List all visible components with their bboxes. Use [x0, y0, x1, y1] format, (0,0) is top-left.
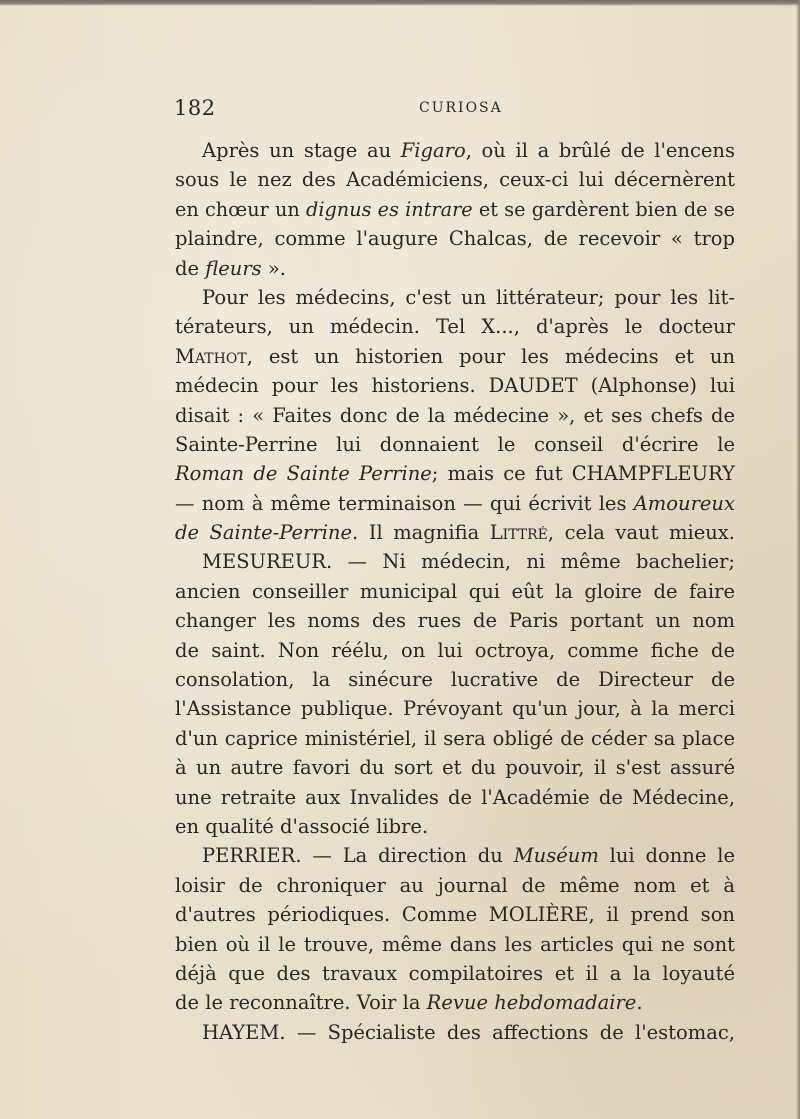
text-line: ancien conseiller municipal qui eût la gloire de faire: [175, 579, 735, 603]
text-line: médecin pour les historiens. DAUDET (Alphonse) lui: [175, 374, 735, 398]
text-line: MESUREUR. — Ni médecin, ni même bachelier;: [202, 550, 735, 574]
text-line: Pour les médecins, c'est un littérateur; pour les lit-: [202, 285, 735, 309]
page-number: 182: [174, 96, 216, 120]
text-line: disait : « Faites donc de la médecine », et ses chefs de: [175, 403, 735, 427]
text-line: de Sainte-Perrine. Il magnifia Littré, cela vaut mieux.: [175, 521, 735, 545]
text-line: d'autres périodiques. Comme MOLIÈRE, il prend son: [175, 903, 735, 927]
body-text: [175, 136, 735, 1047]
text-line: loisir de chroniquer au journal de même nom et à: [175, 873, 735, 897]
text-line: déjà que des travaux compilatoires et il a la loyauté: [175, 961, 735, 985]
text-line: d'un caprice ministériel, il sera obligé de céder sa place: [175, 726, 735, 750]
page-top-edge: [0, 0, 800, 6]
text-line: Sainte-Perrine lui donnaient le conseil d'écrire le: [175, 432, 735, 456]
text-line: une retraite aux Invalides de l'Académie de Médecine,: [175, 785, 735, 809]
text-line: Roman de Sainte Perrine; mais ce fut CHAMPFLEURY: [175, 462, 735, 486]
text-line: de fleurs ».: [175, 256, 286, 280]
text-line: à un autre favori du sort et du pouvoir, il s'est assuré: [175, 756, 735, 780]
text-line: en chœur un dignus es intrare et se gardèrent bien de se: [175, 197, 735, 221]
text-line: en qualité d'associé libre.: [175, 814, 429, 838]
text-line: consolation, la sinécure lucrative de Directeur de: [175, 668, 735, 692]
page-right-edge: [796, 0, 800, 1119]
text-line: de le reconnaître. Voir la Revue hebdomadaire.: [175, 991, 643, 1015]
text-line: sous le nez des Académiciens, ceux-ci lui décernèrent: [175, 168, 735, 192]
text-line: changer les noms des rues de Paris portant un nom: [175, 609, 735, 633]
text-line: bien où il le trouve, même dans les articles qui ne sont: [175, 932, 735, 956]
text-line: Mathot, est un historien pour les médecins et un: [175, 344, 735, 368]
text-line: l'Assistance publique. Prévoyant qu'un jour, à la merci: [175, 697, 735, 721]
text-line: térateurs, un médecin. Tel X..., d'après le docteur: [175, 315, 735, 339]
text-line: de saint. Non réélu, on lui octroya, comme fiche de: [175, 638, 735, 662]
text-line: PERRIER. — La direction du Muséum lui donne le: [202, 844, 735, 868]
running-head: [174, 96, 734, 120]
running-title: CURIOSA: [419, 100, 503, 116]
text-line: plaindre, comme l'augure Chalcas, de recevoir « trop: [175, 227, 735, 251]
text-line: — nom à même terminaison — qui écrivit les Amoureux: [175, 491, 735, 515]
text-line: Après un stage au Figaro, où il a brûlé de l'encens: [202, 139, 735, 162]
text-line: HAYEM. — Spécialiste des affections de l'estomac,: [202, 1020, 735, 1044]
